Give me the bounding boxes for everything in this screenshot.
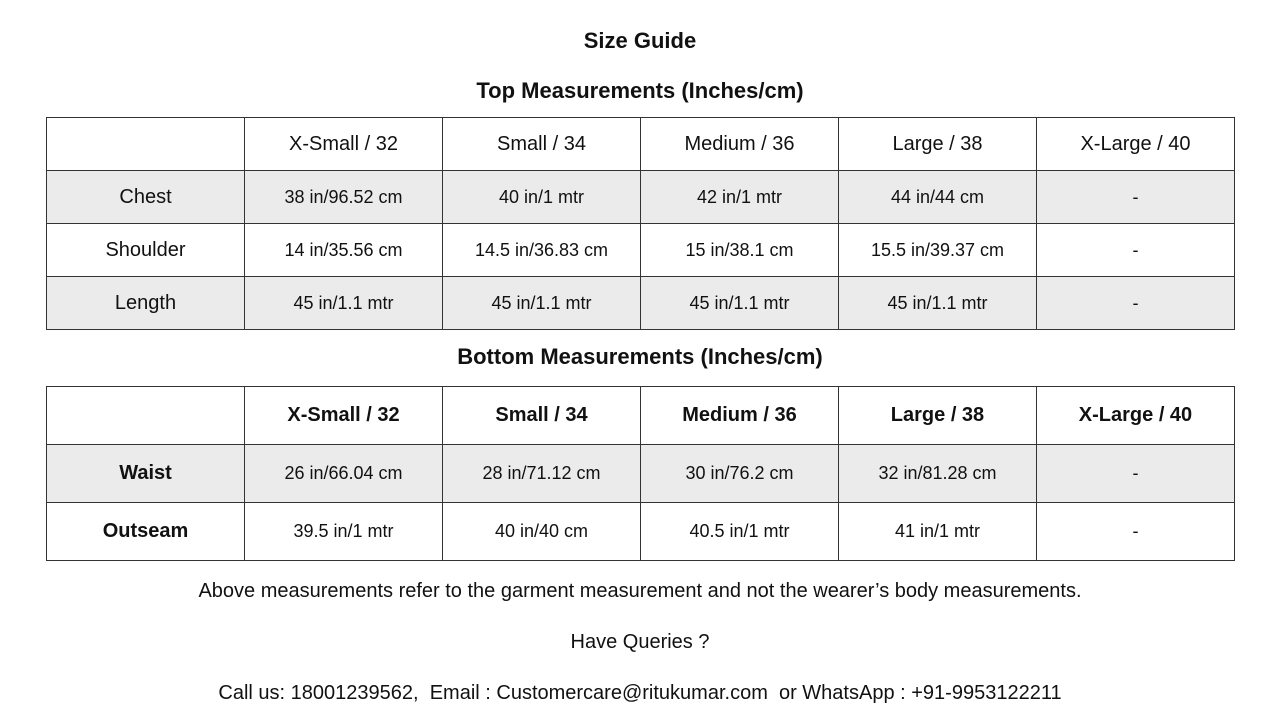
queries-text: Have Queries ? — [570, 631, 710, 653]
contact-info: Call us: 18001239562, Email : Customercare@ritukumar.com or WhatsApp : +91-9953122211 — [218, 682, 1062, 704]
measurement-cell: 32 in/81.28 cm — [839, 445, 1037, 503]
measurement-cell: 45 in/1.1 mtr — [443, 277, 641, 330]
bottom-measurements-heading: Bottom Measurements (Inches/cm) — [457, 344, 823, 369]
size-header-cell: X-Large / 40 — [1037, 387, 1235, 445]
measurement-cell: 45 in/1.1 mtr — [641, 277, 839, 330]
corner-cell — [47, 387, 245, 445]
table-row — [47, 224, 1235, 277]
measurement-cell: 40 in/1 mtr — [443, 171, 641, 224]
row-label: Waist — [47, 445, 245, 503]
row-label: Chest — [47, 171, 245, 224]
size-header-cell: X-Large / 40 — [1037, 118, 1235, 171]
measurement-cell: - — [1037, 445, 1235, 503]
measurement-cell: 45 in/1.1 mtr — [245, 277, 443, 330]
measurement-cell: 28 in/71.12 cm — [443, 445, 641, 503]
top-measurements-table — [46, 117, 1235, 330]
row-label: Outseam — [47, 503, 245, 561]
measurement-cell: 40.5 in/1 mtr — [641, 503, 839, 561]
row-label: Shoulder — [47, 224, 245, 277]
size-header-cell: Large / 38 — [839, 387, 1037, 445]
size-header-cell: Medium / 36 — [641, 387, 839, 445]
measurement-cell: 26 in/66.04 cm — [245, 445, 443, 503]
measurement-cell: 38 in/96.52 cm — [245, 171, 443, 224]
size-header-cell: Small / 34 — [443, 387, 641, 445]
measurement-cell: 14.5 in/36.83 cm — [443, 224, 641, 277]
size-header-cell: X-Small / 32 — [245, 118, 443, 171]
measurement-cell: - — [1037, 224, 1235, 277]
measurement-cell: 45 in/1.1 mtr — [839, 277, 1037, 330]
measurement-cell: 41 in/1 mtr — [839, 503, 1037, 561]
table-row — [47, 171, 1235, 224]
header-row — [47, 118, 1235, 171]
measurement-cell: 15 in/38.1 cm — [641, 224, 839, 277]
measurement-cell: - — [1037, 277, 1235, 330]
table-row — [47, 445, 1235, 503]
measurement-cell: 40 in/40 cm — [443, 503, 641, 561]
measurement-cell: 14 in/35.56 cm — [245, 224, 443, 277]
measurement-cell: 44 in/44 cm — [839, 171, 1037, 224]
size-header-cell: X-Small / 32 — [245, 387, 443, 445]
row-label: Length — [47, 277, 245, 330]
bottom-measurements-table — [46, 386, 1235, 561]
measurement-cell: 30 in/76.2 cm — [641, 445, 839, 503]
measurement-cell: - — [1037, 171, 1235, 224]
size-header-cell: Small / 34 — [443, 118, 641, 171]
header-row — [47, 387, 1235, 445]
size-header-cell: Medium / 36 — [641, 118, 839, 171]
table-row — [47, 277, 1235, 330]
measurement-cell: 42 in/1 mtr — [641, 171, 839, 224]
table-row — [47, 503, 1235, 561]
corner-cell — [47, 118, 245, 171]
measurement-cell: - — [1037, 503, 1235, 561]
size-header-cell: Large / 38 — [839, 118, 1037, 171]
page-title: Size Guide — [583, 28, 697, 53]
measurement-cell: 39.5 in/1 mtr — [245, 503, 443, 561]
measurement-note: Above measurements refer to the garment measurement and not the wearer’s body measurements. — [198, 580, 1082, 602]
measurement-cell: 15.5 in/39.37 cm — [839, 224, 1037, 277]
top-measurements-heading: Top Measurements (Inches/cm) — [476, 78, 804, 103]
